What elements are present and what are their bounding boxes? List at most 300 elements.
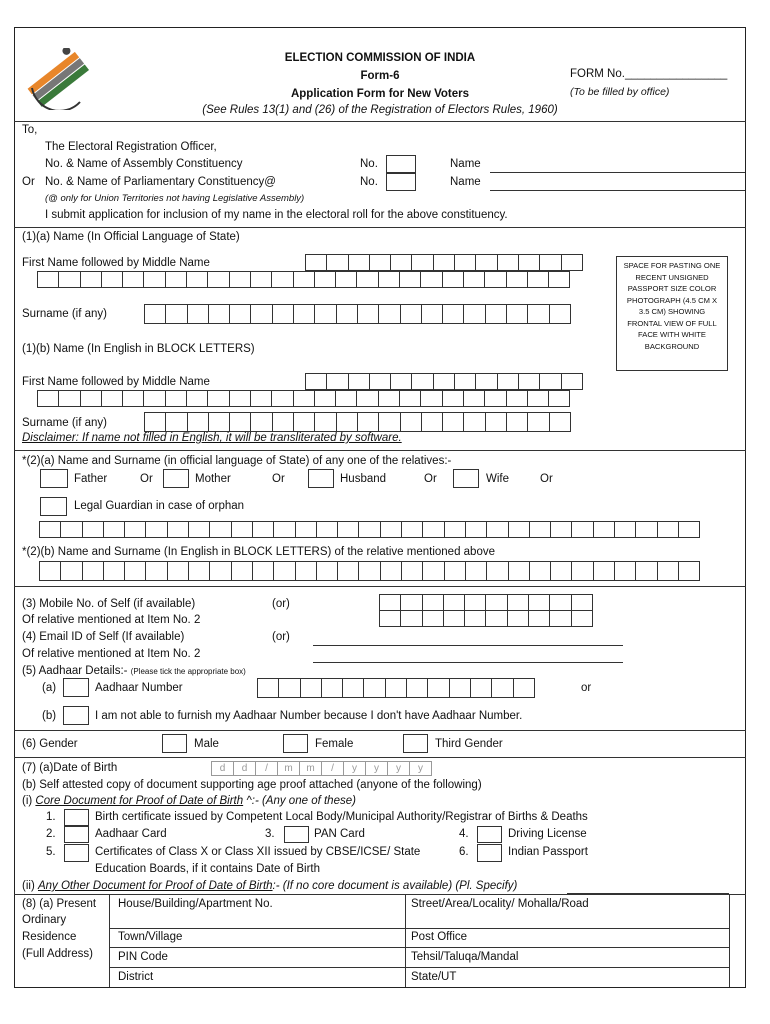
- pin-code-field[interactable]: PIN Code: [118, 951, 168, 963]
- char-box[interactable]: [518, 373, 540, 390]
- char-box[interactable]: [475, 254, 497, 271]
- char-box[interactable]: [369, 254, 391, 271]
- wife-checkbox[interactable]: [453, 469, 479, 488]
- email-line[interactable]: [313, 645, 623, 646]
- char-box[interactable]: [528, 610, 550, 627]
- char-box[interactable]: [390, 373, 412, 390]
- char-box[interactable]: [571, 610, 593, 627]
- char-box[interactable]: [497, 254, 519, 271]
- town-field[interactable]: Town/Village: [118, 931, 183, 943]
- char-box[interactable]: [380, 521, 402, 538]
- post-office-field[interactable]: Post Office: [411, 931, 468, 943]
- char-box[interactable]: [420, 390, 442, 407]
- char-box[interactable]: [422, 561, 444, 581]
- aadhaar-card-label: Aadhaar Card: [95, 828, 167, 840]
- char-box[interactable]: [273, 521, 295, 538]
- char-box[interactable]: [421, 412, 443, 432]
- char-box[interactable]: [278, 678, 300, 698]
- char-box[interactable]: [229, 304, 251, 324]
- char-box[interactable]: [80, 271, 102, 288]
- third-gender-checkbox[interactable]: [403, 734, 428, 753]
- char-box[interactable]: [549, 304, 571, 324]
- char-box[interactable]: [250, 304, 272, 324]
- char-box[interactable]: [293, 304, 315, 324]
- char-box[interactable]: [444, 561, 466, 581]
- certificate-checkbox[interactable]: [64, 844, 89, 862]
- char-box[interactable]: [443, 610, 465, 627]
- char-box[interactable]: [385, 678, 407, 698]
- char-box[interactable]: [187, 412, 209, 432]
- char-box[interactable]: [463, 304, 485, 324]
- tehsil-field[interactable]: Tehsil/Taluqa/Mandal: [411, 951, 519, 963]
- char-box[interactable]: [250, 271, 272, 288]
- char-box[interactable]: [229, 412, 251, 432]
- char-box[interactable]: [463, 390, 485, 407]
- char-box[interactable]: [485, 610, 507, 627]
- third-gender-label: Third Gender: [435, 738, 503, 750]
- char-box[interactable]: [143, 390, 165, 407]
- char-box[interactable]: [527, 304, 549, 324]
- char-box[interactable]: /: [255, 761, 278, 776]
- female-label: Female: [315, 738, 354, 750]
- char-box[interactable]: [186, 390, 208, 407]
- guardian-label: Legal Guardian in case of orphan: [74, 500, 245, 512]
- char-box[interactable]: [485, 304, 507, 324]
- char-box[interactable]: [442, 390, 464, 407]
- char-box[interactable]: [165, 412, 187, 432]
- char-box[interactable]: [293, 412, 315, 432]
- char-box[interactable]: [506, 390, 528, 407]
- or-text-aadhaar: or: [581, 682, 592, 694]
- char-box[interactable]: [229, 271, 251, 288]
- char-box[interactable]: [539, 373, 561, 390]
- char-box[interactable]: [614, 521, 636, 538]
- char-box[interactable]: [548, 271, 570, 288]
- char-box[interactable]: [337, 521, 359, 538]
- char-box[interactable]: [356, 390, 378, 407]
- char-box[interactable]: [314, 304, 336, 324]
- char-box[interactable]: [363, 678, 385, 698]
- char-box[interactable]: [335, 271, 357, 288]
- parliamentary-label: No. & Name of Parliamentary Constituency@: [45, 176, 276, 188]
- char-box[interactable]: [209, 521, 231, 538]
- char-box[interactable]: [103, 561, 125, 581]
- char-box[interactable]: [271, 390, 293, 407]
- char-box[interactable]: [314, 412, 336, 432]
- char-box[interactable]: [465, 561, 487, 581]
- passport-checkbox[interactable]: [477, 844, 502, 862]
- char-box[interactable]: [550, 561, 572, 581]
- female-checkbox[interactable]: [283, 734, 308, 753]
- aadhaar-number-boxes[interactable]: [258, 678, 535, 698]
- char-box[interactable]: [348, 373, 370, 390]
- char-box[interactable]: [314, 390, 336, 407]
- mother-label: Mother: [195, 473, 231, 485]
- char-box[interactable]: [528, 594, 550, 611]
- char-box[interactable]: [506, 304, 528, 324]
- char-box[interactable]: [549, 412, 571, 432]
- name-english-label: (1)(b) Name (In English in BLOCK LETTERS): [22, 343, 255, 355]
- char-box[interactable]: [207, 390, 229, 407]
- char-box[interactable]: [122, 271, 144, 288]
- char-box[interactable]: [508, 521, 530, 538]
- char-box[interactable]: [167, 561, 189, 581]
- char-box[interactable]: [508, 561, 530, 581]
- char-box[interactable]: [207, 271, 229, 288]
- char-box[interactable]: [231, 521, 253, 538]
- char-box[interactable]: [422, 594, 444, 611]
- char-box[interactable]: [305, 373, 327, 390]
- char-box[interactable]: [356, 271, 378, 288]
- aadhaar-details-label: (5) Aadhaar Details:- (Please tick the appropriate box): [22, 665, 246, 677]
- char-box[interactable]: [37, 390, 59, 407]
- other-document-label: (ii) Any Other Document for Proof of Date of Birth:- (If no core document is available) (Pl. Specify): [22, 880, 518, 892]
- char-box[interactable]: [529, 521, 551, 538]
- char-box[interactable]: [454, 373, 476, 390]
- char-box[interactable]: [657, 561, 679, 581]
- char-box[interactable]: d: [211, 761, 234, 776]
- char-box[interactable]: [421, 304, 443, 324]
- char-box[interactable]: [464, 594, 486, 611]
- char-box[interactable]: [293, 271, 315, 288]
- relative-english-boxes[interactable]: [40, 561, 700, 581]
- char-box[interactable]: [411, 373, 433, 390]
- char-box[interactable]: [167, 521, 189, 538]
- char-box[interactable]: [145, 561, 167, 581]
- char-box[interactable]: [305, 254, 327, 271]
- char-box[interactable]: [165, 304, 187, 324]
- driving-license-checkbox[interactable]: [477, 826, 502, 843]
- divider: [14, 894, 746, 895]
- char-box[interactable]: [295, 561, 317, 581]
- char-box[interactable]: [358, 561, 380, 581]
- char-box[interactable]: [678, 521, 700, 538]
- table-divider: [109, 894, 110, 987]
- char-box[interactable]: [380, 561, 402, 581]
- first-name-official-boxes-2[interactable]: [38, 271, 570, 288]
- char-box[interactable]: [326, 254, 348, 271]
- char-box[interactable]: [378, 390, 400, 407]
- char-box[interactable]: [550, 521, 572, 538]
- char-box[interactable]: [229, 390, 251, 407]
- char-box[interactable]: [144, 304, 166, 324]
- char-box[interactable]: [231, 561, 253, 581]
- char-box[interactable]: [411, 254, 433, 271]
- char-box[interactable]: [335, 390, 357, 407]
- char-box[interactable]: [678, 561, 700, 581]
- char-box[interactable]: [39, 521, 61, 538]
- char-box[interactable]: [272, 304, 294, 324]
- char-box[interactable]: [358, 521, 380, 538]
- char-box[interactable]: [101, 390, 123, 407]
- char-box[interactable]: [316, 521, 338, 538]
- char-box[interactable]: [250, 412, 272, 432]
- char-box[interactable]: [475, 373, 497, 390]
- char-box[interactable]: [463, 271, 485, 288]
- char-box[interactable]: [390, 254, 412, 271]
- or-text: Or: [272, 473, 285, 485]
- male-checkbox[interactable]: [162, 734, 187, 753]
- char-box[interactable]: [124, 521, 146, 538]
- residence-label-2: Ordinary: [22, 914, 67, 926]
- char-box[interactable]: y: [387, 761, 410, 776]
- char-box[interactable]: [60, 561, 82, 581]
- certificate-label-cont: Education Boards, if it contains Date of Birth: [95, 863, 321, 875]
- relative-official-boxes[interactable]: [40, 521, 700, 538]
- char-box[interactable]: [400, 610, 422, 627]
- char-box[interactable]: [37, 271, 59, 288]
- char-box[interactable]: [422, 521, 444, 538]
- mobile-boxes-1[interactable]: [380, 594, 593, 611]
- char-box[interactable]: y: [343, 761, 366, 776]
- char-box[interactable]: [400, 594, 422, 611]
- or-text: Or: [140, 473, 153, 485]
- char-box[interactable]: [497, 373, 519, 390]
- org-title: ELECTION COMMISSION OF INDIA: [284, 52, 476, 64]
- char-box[interactable]: [484, 271, 506, 288]
- assembly-no-box[interactable]: [386, 155, 416, 173]
- char-box[interactable]: [348, 254, 370, 271]
- aadhaar-number-checkbox[interactable]: [63, 678, 89, 697]
- dob-label: (7) (a)Date of Birth: [22, 762, 118, 774]
- disclaimer: Disclaimer: If name not filled in English, it will be transliterated by software.: [22, 432, 402, 444]
- char-box[interactable]: [145, 521, 167, 538]
- char-box[interactable]: [539, 254, 561, 271]
- char-box[interactable]: [593, 561, 615, 581]
- char-box[interactable]: [486, 521, 508, 538]
- char-box[interactable]: [188, 521, 210, 538]
- char-box[interactable]: [486, 561, 508, 581]
- char-box[interactable]: [529, 561, 551, 581]
- surname-label: Surname (if any): [22, 308, 108, 320]
- char-box[interactable]: [208, 412, 230, 432]
- char-box[interactable]: [548, 390, 570, 407]
- char-box[interactable]: [257, 678, 279, 698]
- assembly-name-line[interactable]: [490, 172, 745, 173]
- house-field[interactable]: House/Building/Apartment No.: [118, 898, 273, 910]
- char-box[interactable]: [326, 373, 348, 390]
- relative-email-line[interactable]: [313, 662, 623, 663]
- char-box[interactable]: [209, 561, 231, 581]
- char-box[interactable]: [491, 678, 513, 698]
- char-box[interactable]: [571, 561, 593, 581]
- char-box[interactable]: [165, 390, 187, 407]
- char-box[interactable]: [101, 271, 123, 288]
- char-box[interactable]: [82, 521, 104, 538]
- parliamentary-name-line[interactable]: [490, 190, 745, 191]
- char-box[interactable]: [58, 271, 80, 288]
- char-box[interactable]: y: [409, 761, 432, 776]
- char-box[interactable]: [336, 412, 358, 432]
- char-box[interactable]: [454, 254, 476, 271]
- char-box[interactable]: [252, 521, 274, 538]
- char-box[interactable]: [427, 678, 449, 698]
- char-box[interactable]: /: [321, 761, 344, 776]
- char-box[interactable]: [272, 412, 294, 432]
- husband-checkbox[interactable]: [308, 469, 334, 488]
- char-box[interactable]: [378, 412, 400, 432]
- char-box[interactable]: [420, 271, 442, 288]
- pan-card-checkbox[interactable]: [284, 826, 309, 843]
- char-box[interactable]: [593, 521, 615, 538]
- char-box[interactable]: [635, 521, 657, 538]
- char-box[interactable]: [337, 561, 359, 581]
- char-box[interactable]: [463, 412, 485, 432]
- or-label: (or): [272, 598, 290, 610]
- char-box[interactable]: [449, 678, 471, 698]
- aadhaar-a-label: (a): [42, 682, 57, 694]
- char-box[interactable]: [314, 271, 336, 288]
- char-box[interactable]: [342, 678, 364, 698]
- father-label: Father: [74, 473, 108, 485]
- residence-label-3: Residence: [22, 931, 77, 943]
- char-box[interactable]: [485, 594, 507, 611]
- first-name-english-boxes-1[interactable]: [306, 373, 583, 390]
- char-box[interactable]: y: [365, 761, 388, 776]
- parliamentary-no-box[interactable]: [386, 173, 416, 191]
- char-box[interactable]: [549, 610, 571, 627]
- char-box[interactable]: [506, 271, 528, 288]
- submit-statement: I submit application for inclusion of my name in the electoral roll for the above constituency.: [45, 209, 508, 221]
- char-box[interactable]: [399, 390, 421, 407]
- office-note: (To be filled by office): [570, 86, 670, 98]
- char-box[interactable]: [422, 610, 444, 627]
- char-box[interactable]: [80, 390, 102, 407]
- dob-boxes[interactable]: [212, 761, 432, 776]
- char-box[interactable]: [401, 561, 423, 581]
- char-box[interactable]: [186, 271, 208, 288]
- relative-email-label: Of relative mentioned at Item No. 2: [22, 648, 201, 660]
- char-box[interactable]: [122, 390, 144, 407]
- char-box[interactable]: [273, 561, 295, 581]
- char-box[interactable]: [506, 412, 528, 432]
- char-box[interactable]: [635, 561, 657, 581]
- divider: [14, 227, 746, 228]
- char-box[interactable]: [369, 373, 391, 390]
- char-box[interactable]: [144, 412, 166, 432]
- char-box[interactable]: [401, 521, 423, 538]
- birth-certificate-checkbox[interactable]: [64, 809, 89, 826]
- char-box[interactable]: [571, 594, 593, 611]
- char-box[interactable]: [316, 561, 338, 581]
- form-number-title: Form-6: [360, 70, 400, 82]
- char-box[interactable]: [442, 271, 464, 288]
- aadhaar-card-checkbox[interactable]: [64, 826, 89, 843]
- char-box[interactable]: [300, 678, 322, 698]
- char-box[interactable]: [442, 412, 464, 432]
- char-box[interactable]: [657, 521, 679, 538]
- char-box[interactable]: [400, 412, 422, 432]
- char-box[interactable]: [464, 610, 486, 627]
- char-box[interactable]: [433, 254, 455, 271]
- char-box[interactable]: m: [277, 761, 300, 776]
- char-box[interactable]: [82, 561, 104, 581]
- char-box[interactable]: [527, 271, 549, 288]
- char-box[interactable]: [561, 373, 583, 390]
- first-name-label-b: First Name followed by Middle Name: [22, 376, 210, 388]
- char-box[interactable]: [60, 521, 82, 538]
- char-box[interactable]: [443, 594, 465, 611]
- char-box[interactable]: [379, 594, 401, 611]
- char-box[interactable]: [188, 561, 210, 581]
- char-box[interactable]: [614, 561, 636, 581]
- char-box[interactable]: [295, 521, 317, 538]
- char-box[interactable]: [470, 678, 492, 698]
- char-box[interactable]: m: [299, 761, 322, 776]
- char-box[interactable]: [465, 521, 487, 538]
- district-field[interactable]: District: [118, 971, 154, 983]
- officer-label: The Electoral Registration Officer,: [45, 141, 217, 153]
- char-box[interactable]: [378, 271, 400, 288]
- surname-official-boxes[interactable]: [145, 304, 571, 324]
- char-box[interactable]: [507, 594, 529, 611]
- first-name-english-boxes-2[interactable]: [38, 390, 570, 407]
- surname-english-boxes[interactable]: [145, 412, 571, 432]
- no-aadhaar-checkbox[interactable]: [63, 706, 89, 725]
- guardian-checkbox[interactable]: [40, 497, 67, 516]
- char-box[interactable]: [252, 561, 274, 581]
- char-box[interactable]: [143, 271, 165, 288]
- char-box[interactable]: [406, 678, 428, 698]
- char-box[interactable]: [39, 561, 61, 581]
- first-name-official-boxes-1[interactable]: [306, 254, 583, 271]
- ut-note: (@ only for Union Territories not having Legislative Assembly): [45, 193, 305, 204]
- char-box[interactable]: [336, 304, 358, 324]
- char-box[interactable]: [400, 304, 422, 324]
- table-divider: [109, 947, 729, 948]
- husband-label: Husband: [340, 473, 387, 485]
- char-box[interactable]: [444, 521, 466, 538]
- char-box[interactable]: [485, 412, 507, 432]
- char-box[interactable]: [527, 390, 549, 407]
- char-box[interactable]: [518, 254, 540, 271]
- form-title: Application Form for New Voters: [290, 88, 470, 100]
- char-box[interactable]: [507, 610, 529, 627]
- char-box[interactable]: [357, 412, 379, 432]
- char-box[interactable]: [549, 594, 571, 611]
- char-box[interactable]: [513, 678, 535, 698]
- father-checkbox[interactable]: [40, 469, 68, 488]
- char-box[interactable]: [561, 254, 583, 271]
- char-box[interactable]: [271, 271, 293, 288]
- char-box[interactable]: [527, 412, 549, 432]
- state-field[interactable]: State/UT: [411, 971, 457, 983]
- char-box[interactable]: [293, 390, 315, 407]
- char-box[interactable]: [250, 390, 272, 407]
- char-box[interactable]: [165, 271, 187, 288]
- char-box[interactable]: [442, 304, 464, 324]
- char-box[interactable]: [124, 561, 146, 581]
- char-box[interactable]: d: [233, 761, 256, 776]
- char-box[interactable]: [321, 678, 343, 698]
- name-label: Name: [450, 158, 481, 170]
- char-box[interactable]: [378, 304, 400, 324]
- char-box[interactable]: [379, 610, 401, 627]
- char-box[interactable]: [208, 304, 230, 324]
- char-box[interactable]: [58, 390, 80, 407]
- mother-checkbox[interactable]: [163, 469, 189, 488]
- mobile-boxes-2[interactable]: [380, 610, 593, 627]
- char-box[interactable]: [433, 373, 455, 390]
- char-box[interactable]: [484, 390, 506, 407]
- street-field[interactable]: Street/Area/Locality/ Mohalla/Road: [411, 898, 589, 910]
- char-box[interactable]: [187, 304, 209, 324]
- char-box[interactable]: [357, 304, 379, 324]
- char-box[interactable]: [571, 521, 593, 538]
- form-no-field[interactable]: FORM No.________________: [570, 68, 728, 80]
- char-box[interactable]: [399, 271, 421, 288]
- char-box[interactable]: [103, 521, 125, 538]
